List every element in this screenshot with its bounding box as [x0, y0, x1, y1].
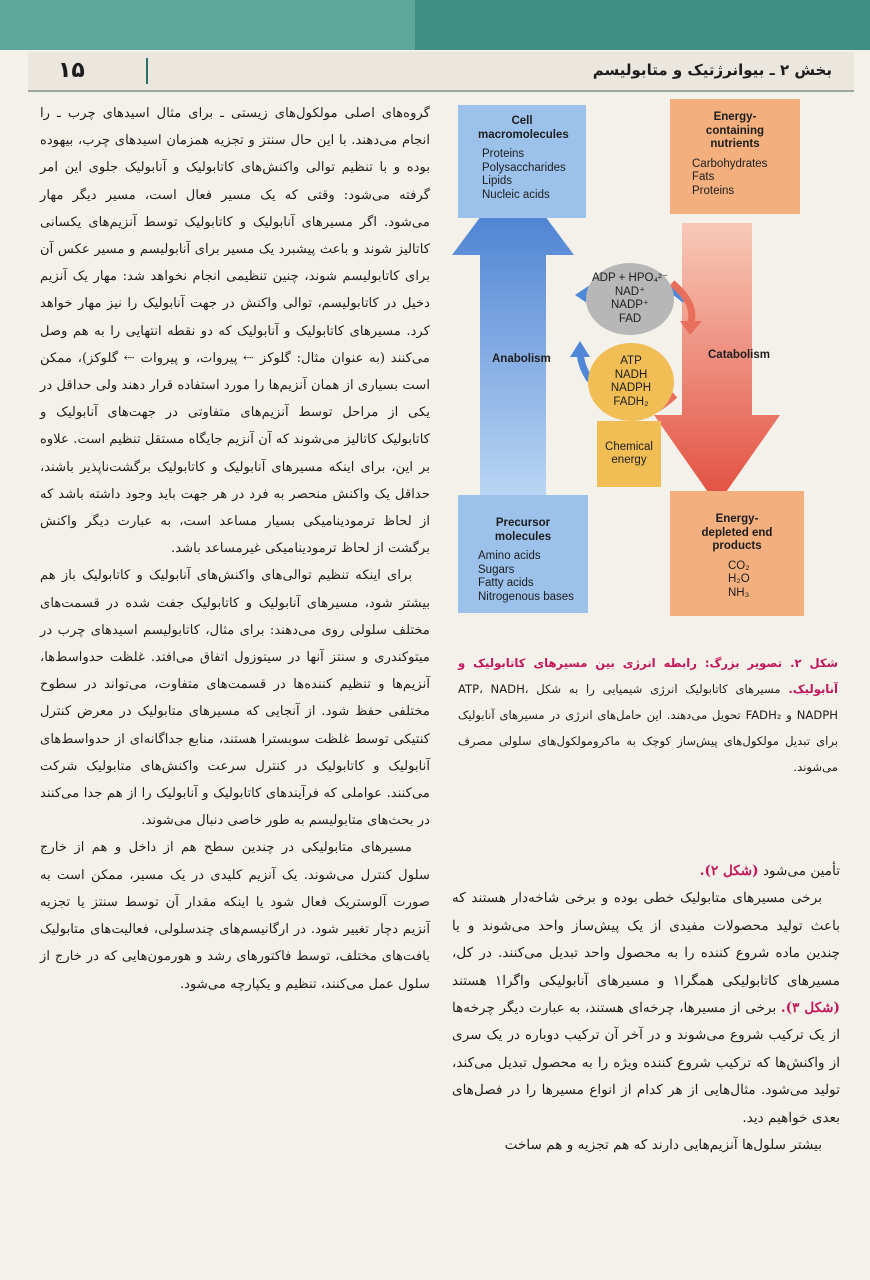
- chapter-title: بخش ۲ ـ بیوانرژتیک و متابولیسم: [592, 61, 832, 79]
- nutrient-item: Fats: [692, 171, 715, 183]
- macro-item: Proteins: [482, 148, 525, 160]
- cell-macromolecules-box: [458, 105, 586, 218]
- end-product-item: CO₂: [728, 559, 750, 572]
- precursor-item: Fatty acids: [478, 577, 534, 589]
- chemical-energy-box: [597, 421, 661, 487]
- precursor-molecules-box: [458, 495, 588, 613]
- macro-item: Lipids: [482, 175, 513, 187]
- anabolism-arrow: [452, 173, 574, 495]
- right-p2-a: برخی مسیرهای متابولیک خطی بوده و برخی شاخه‌دار هستند که باعث تولید محصولات مفیدی از یک پیش‌ساز واحد می‌شوند و یا چندین ماده شروع کننده را به محصول واحد تبدیل می‌کنند. در کل، مسیرهای کاتابولیکی همگرا۱ و مسیرهای آنابولیکی واگرا۱ هستند: [452, 890, 840, 989]
- end-products-title: Energy-depleted end products: [701, 513, 773, 552]
- top-color-band-dark: [415, 0, 870, 50]
- low-energy-item: ADP + HPO₄²⁻: [591, 272, 669, 284]
- anabolism-label: Anabolism: [492, 353, 551, 365]
- right-p1-text: تأمین می‌شود: [762, 863, 840, 879]
- energy-nutrients-box: [670, 99, 800, 214]
- end-product-item: H₂O: [728, 573, 750, 585]
- energy-nutrients-title: Energy-containing nutrients: [705, 111, 765, 150]
- nutrient-item: Carbohydrates: [692, 157, 768, 170]
- high-energy-item: NADPH: [610, 382, 652, 394]
- macro-item: Nucleic acids: [482, 188, 550, 201]
- high-energy-item: NADH: [614, 368, 648, 381]
- catabolism-label: Catabolism: [708, 349, 770, 361]
- low-energy-item: NADP⁺: [610, 299, 650, 311]
- low-energy-item: FAD: [618, 312, 642, 325]
- right-p2-b: برخی از مسیرها، چرخه‌ای هستند، به عبارت دیگر چرخه‌ها از یک ترکیب شروع می‌شوند و در آخر آن ترکیب دوباره در یک سری از واکنش‌ها که ترکیب شروع کننده ویژه را به محصول تبدیل می‌کند، تولید می‌شود. مثال‌هایی از هر کدام از انواع مسیرها را در فصل‌های بعدی خواهیم دید.: [452, 1000, 840, 1126]
- precursor-item: Amino acids: [478, 550, 541, 562]
- high-energy-item: ATP: [620, 355, 642, 367]
- page-number: ۱۵: [58, 58, 85, 83]
- figure-caption: [458, 650, 838, 780]
- cell-macromolecules-title: Cell macromolecules: [478, 115, 569, 141]
- high-energy-carriers: [588, 343, 674, 421]
- macro-item: Polysaccharides: [482, 161, 566, 174]
- caption-title: شکل ۲. تصویر بزرگ: رابطه انرژی بین مسیرهای کاتابولیک و آنابولیک.: [458, 656, 839, 696]
- right-column: [452, 858, 840, 1159]
- precursor-item: Nitrogenous bases: [478, 590, 574, 603]
- left-paragraph-3: مسیرهای متابولیکی در چندین سطح هم از داخل و هم از خارج سلول کنترل می‌شوند. یک آنزیم کلیدی در یک مسیر، ممکن است به صورت آلوستریک فعال شود یا اینکه مقدار آن توسط سنتز یا تجزیه آنزیم دچار تغییر شود. در ارگانیسم‌های چندسلولی، فعالیت‌های متابولیک بافت‌های مختلف، توسط فاکتورهای رشد و هورمون‌هایی که در خارج از سلول عمل می‌کنند، تنظیم و یکپارچه می‌شود.: [40, 840, 430, 992]
- precursor-title: Precursor molecules: [494, 517, 552, 543]
- figure-3-ref: (شکل ۳).: [780, 1000, 840, 1017]
- low-energy-carriers: [586, 263, 674, 335]
- low-energy-item: NAD⁺: [614, 285, 646, 298]
- caption-text: مسیرهای کاتابولیک انرژی شیمیایی را به شکل ATP، NADH، NADPH و FADH₂ تحویل می‌دهند. این حامل‌های انرژی در مسیرهای آنابولیک برای تبدیل مولکول‌های پیش‌ساز کوچک به ماکرومولکول‌های سلولی مصرف می‌شوند.: [458, 682, 838, 774]
- left-paragraph-2: برای اینکه تنظیم توالی‌های واکنش‌های آنابولیک و کاتابولیک باز هم بیشتر شود، مسیرهای آنابولیک و کاتابولیک جفت شده در قسمت‌های مختلف سلولی روی می‌دهند: برای مثال، کاتابولیسم اسیدهای چرب در میتوکندری و سنتز آنها در سیتوزول اتفاق می‌افتد. غلظت حدواسط‌ها، آنزیم‌ها و تنظیم کننده‌ها در قسمت‌های متفاوت، می‌تواند در سطوح مختلفی حفظ شود. از آنجایی که مسیرهای متابولیک در معرض کنترل کنتیکی توسط غلظت سوبسترا هستند، منابع جداگانه‌ای از حدواسط‌های آنابولیک و کاتابولیک در کنترل سرعت واکنش‌های متابولیک شرکت می‌کنند. عواملی که فرآیندهای کاتابولیک و آنابولیک را از هم جدا می‌کنند در بحث‌های متابولیسم به طور خاصی دنبال می‌شوند.: [40, 568, 430, 829]
- chemical-energy-label: Chemical energy: [605, 440, 653, 466]
- left-paragraph-1: گروه‌های اصلی مولکول‌های زیستی ـ برای مثال اسیدهای چرب ـ را انجام می‌دهند. با این حال سنتز و تجزیه همزمان اسیدهای چرب، بیهوده بوده و با تنظیم توالی واکنش‌های کاتابولیک و آنابولیک جلوی این امر گرفته می‌شود: وقتی که یک مسیر فعال است، مسیر دیگر مهار می‌شود. اگر مسیرهای آنابولیک و کاتابولیک توسط آنزیم‌های یکسانی کاتالیز شوند و باعث پیشبرد یک مسیر برای آنابولیسم و مسیر عکس آن برای کاتابولیسم شوند، چنین تنظیمی انجام نخواهد شد: مهار یک آنزیم دخیل در کاتابولیسم، توالی واکنش در جهت آنابولیک را نیز مهار خواهد کرد. مسیرهای کاتابولیک و آنابولیک که دو نقطه انتهایی را به هم وصل می‌کنند (به عنوان مثال: گلوکز ⇠ پیروات، و پیروات ⇠ گلوکز)، ممکن است بسیاری از همان آنزیم‌ها را مورد استفاده قرار دهند ولی حداقل در یکی از مراحل توسط آنزیم‌های متفاوتی در جهت‌های آنابولیک و کاتابولیک کاتالیز می‌شوند که آن آنزیم جایگاه مستقل تنظیم است. علاوه بر این، برای اینکه مسیرهای آنابولیک و کاتابولیک برگشت‌ناپذیر باشند، حداقل یک واکنش منحصر به فرد در هر جهت باید وجود داشته باشد که از لحاظ ترمودینامیکی بسیار مساعد است، به عبارت دیگر واکنش برگشت از لحاظ ترمودینامیکی غیرمساعد باشد.: [40, 106, 430, 557]
- end-products-box: [670, 491, 804, 616]
- precursor-item: Sugars: [478, 563, 515, 576]
- end-product-item: NH₃: [728, 586, 750, 599]
- right-p3: بیشتر سلول‌ها آنزیم‌هایی دارند که هم تجزیه و هم ساخت: [504, 1137, 822, 1154]
- high-energy-item: FADH₂: [613, 395, 649, 408]
- header-divider: [146, 58, 148, 84]
- nutrient-item: Proteins: [692, 184, 735, 197]
- metabolism-diagram: [440, 95, 835, 640]
- top-color-band: [0, 0, 870, 50]
- left-column: [40, 100, 430, 998]
- figure-2-ref: (شکل ۲).: [699, 863, 759, 879]
- cycle-arrowhead-left: [570, 341, 590, 357]
- page-header: [28, 52, 854, 92]
